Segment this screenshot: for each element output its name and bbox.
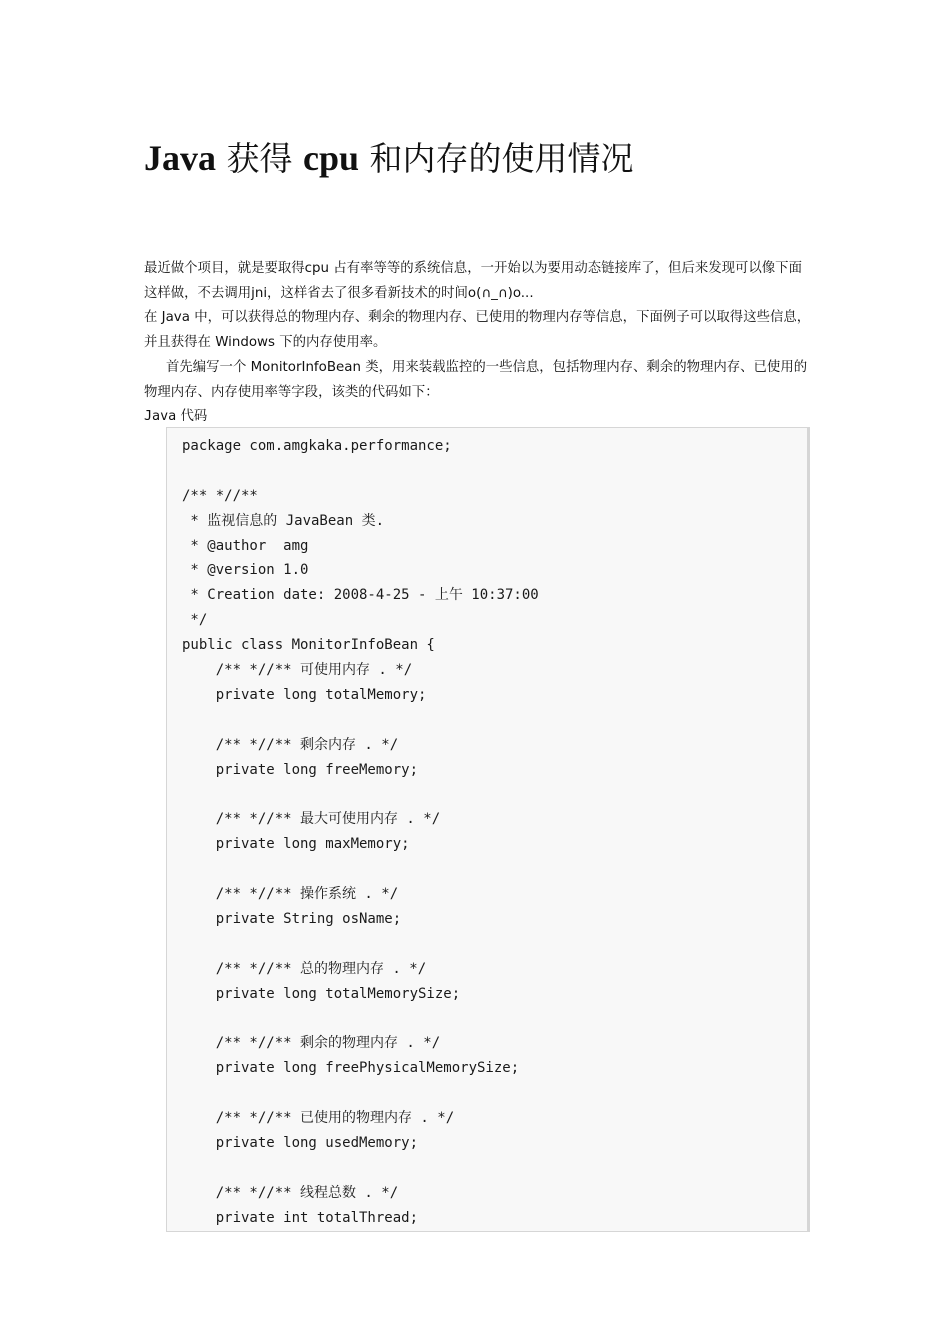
code-line bbox=[182, 1006, 807, 1031]
code-line: private int totalThread; bbox=[182, 1209, 419, 1226]
code-line: package com.amgkaka.performance; bbox=[182, 438, 452, 454]
code-block bbox=[166, 427, 810, 1232]
code-line: /** *//** bbox=[182, 487, 258, 504]
code-line: * 监视信息的 JavaBean 类. bbox=[182, 512, 385, 529]
code-line bbox=[182, 782, 807, 807]
title-text-2: 和内存的使用情况 bbox=[359, 139, 634, 178]
code-line: /** *//** 最大可使用内存 . */ bbox=[182, 811, 441, 828]
code-line bbox=[182, 708, 807, 733]
code-line: private long freePhysicalMemorySize; bbox=[182, 1060, 520, 1077]
code-line bbox=[182, 1081, 807, 1106]
code-line: */ bbox=[182, 612, 208, 629]
title-java: Java bbox=[144, 138, 216, 178]
code-line: private long usedMemory; bbox=[182, 1134, 419, 1151]
code-line: /** *//** 可使用内存 . */ bbox=[182, 662, 413, 679]
code-caption-label: 代码 bbox=[176, 409, 208, 424]
memory-paragraph: 在 Java 中，可以获得总的物理内存、剩余的物理内存、已使用的物理内存等信息，下面例子可以取得这些信息，并且获得在 Windows 下的内存使用率。 bbox=[144, 310, 811, 350]
code-line: private long totalMemory; bbox=[182, 686, 427, 703]
title-cpu: cpu bbox=[302, 138, 360, 178]
code-lines bbox=[167, 428, 807, 1231]
code-line: private String osName; bbox=[182, 910, 402, 927]
code-line: * Creation date: 2008-4-25 - 上午 10:37:00 bbox=[182, 587, 539, 604]
class-description-paragraph: 首先编写一个 MonitorInfoBean 类，用来装载监控的一些信息，包括物理内存、剩余的物理内存、已使用的物理内存、内存使用率等字段，该类的代码如下： bbox=[144, 360, 808, 400]
code-line: /** *//** 总的物理内存 . */ bbox=[182, 960, 427, 977]
code-line bbox=[182, 1156, 807, 1181]
code-line: /** *//** 剩余内存 . */ bbox=[182, 736, 399, 753]
code-line: public class MonitorInfoBean { bbox=[182, 637, 435, 654]
code-line: /** *//** 已使用的物理内存 . */ bbox=[182, 1110, 455, 1127]
code-caption bbox=[144, 404, 207, 429]
code-line bbox=[182, 857, 807, 882]
document-title bbox=[144, 134, 634, 183]
code-caption-language: Java bbox=[144, 409, 177, 424]
code-line: /** *//** 剩余的物理内存 . */ bbox=[182, 1035, 441, 1052]
code-line: private long totalMemorySize; bbox=[182, 985, 461, 1002]
title-text-1: 获得 bbox=[216, 139, 303, 178]
code-line bbox=[182, 459, 807, 484]
code-line: /** *//** 操作系统 . */ bbox=[182, 886, 399, 903]
code-line: private long freeMemory; bbox=[182, 761, 419, 778]
code-line: /** *//** 线程总数 . */ bbox=[182, 1184, 399, 1201]
intro-paragraph: 最近做个项目，就是要取得cpu 占有率等等的系统信息，一开始以为要用动态链接库了，但后来发现可以像下面这样做，不去调用jni，这样省去了很多看新技术的时间o(∩_∩)o... bbox=[144, 261, 802, 301]
code-line: private long maxMemory; bbox=[182, 836, 410, 853]
code-line: * @version 1.0 bbox=[182, 562, 309, 579]
code-line: * @author amg bbox=[182, 537, 309, 554]
code-line bbox=[182, 932, 807, 957]
